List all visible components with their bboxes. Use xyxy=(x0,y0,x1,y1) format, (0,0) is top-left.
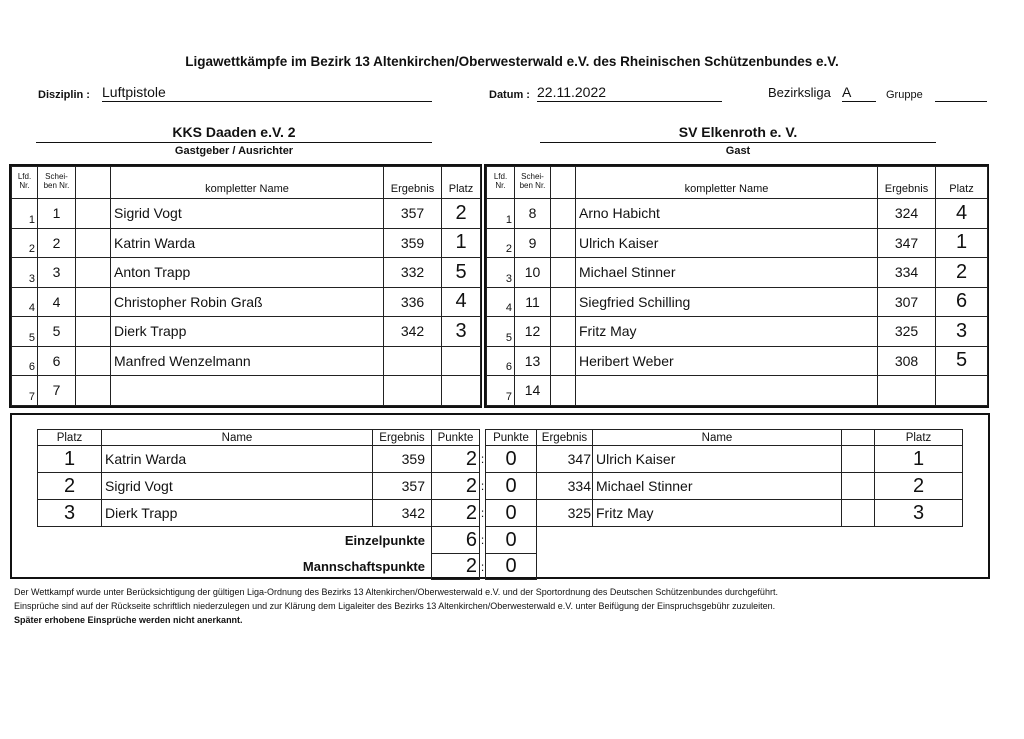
platz-cell[interactable]: 4 xyxy=(442,287,481,317)
blank-cell xyxy=(551,317,576,347)
table-row xyxy=(12,199,481,229)
name-cell[interactable]: Fritz May xyxy=(576,317,878,347)
ergebnis-header: Ergebnis xyxy=(384,167,442,199)
gruppe-field[interactable] xyxy=(935,84,987,102)
ergebnis-cell[interactable] xyxy=(384,346,442,376)
lfd-cell: 3 xyxy=(12,258,38,288)
home-punkte-cell[interactable]: 2 xyxy=(432,446,480,473)
score-separator: : xyxy=(480,506,485,520)
scheibe-cell: 1 xyxy=(38,199,76,229)
guest-name-cell[interactable]: Ulrich Kaiser xyxy=(593,446,842,473)
home-table-header xyxy=(12,167,481,199)
mannschaftspunkte-row xyxy=(38,554,963,580)
table-row xyxy=(487,258,988,288)
home-punkte-cell[interactable]: 2 xyxy=(432,473,480,500)
scheibe-cell: 11 xyxy=(515,287,551,317)
name-cell[interactable]: Manfred Wenzelmann xyxy=(111,346,384,376)
home-name-cell[interactable]: Sigrid Vogt xyxy=(102,473,373,500)
scheibe-cell: 14 xyxy=(515,376,551,406)
score-separator: : xyxy=(480,479,485,493)
lfd-cell: 2 xyxy=(487,228,515,258)
scheibe-header: Schei- ben Nr. xyxy=(515,167,551,199)
home-ergebnis-cell[interactable]: 359 xyxy=(373,446,432,473)
guest-platz-cell[interactable]: 2 xyxy=(875,473,963,500)
lfd-cell: 5 xyxy=(487,317,515,347)
name-cell[interactable]: Sigrid Vogt xyxy=(111,199,384,229)
ergebnis-cell[interactable]: 336 xyxy=(384,287,442,317)
guest-ergebnis-cell[interactable]: 334 xyxy=(537,473,593,500)
summary-name-header: Name xyxy=(593,430,842,446)
blank-header xyxy=(76,167,111,199)
blank-cell xyxy=(842,500,875,527)
table-row xyxy=(487,228,988,258)
name-cell[interactable]: Siegfried Schilling xyxy=(576,287,878,317)
name-cell[interactable]: Dierk Trapp xyxy=(111,317,384,347)
table-row xyxy=(12,287,481,317)
lfd-cell: 4 xyxy=(12,287,38,317)
footer-notes xyxy=(14,585,1014,627)
guest-ergebnis-cell[interactable]: 325 xyxy=(537,500,593,527)
disziplin-value: Luftpistole xyxy=(102,84,166,100)
table-row xyxy=(487,199,988,229)
name-cell[interactable]: Anton Trapp xyxy=(111,258,384,288)
summary-row xyxy=(38,473,963,500)
blank-cell xyxy=(551,346,576,376)
blank-cell xyxy=(551,287,576,317)
guest-team-name: SV Elkenroth e. V. xyxy=(678,124,798,140)
scheibe-cell: 4 xyxy=(38,287,76,317)
disziplin-label: Disziplin : xyxy=(38,89,90,101)
platz-header: Platz xyxy=(442,167,481,199)
lfd-cell: 4 xyxy=(487,287,515,317)
guest-platz-cell[interactable]: 1 xyxy=(875,446,963,473)
table-row xyxy=(12,346,481,376)
summary-row xyxy=(38,500,963,527)
scheibe-cell: 13 xyxy=(515,346,551,376)
name-cell[interactable] xyxy=(111,376,384,406)
lfd-header: Lfd. Nr. xyxy=(12,167,38,199)
platz-cell[interactable]: 3 xyxy=(936,317,988,347)
guest-punkte-cell[interactable]: 0 xyxy=(486,473,537,500)
guest-punkte-cell[interactable]: 0 xyxy=(486,446,537,473)
platz-cell[interactable] xyxy=(442,346,481,376)
blank-header xyxy=(551,167,576,199)
home-name-cell[interactable]: Dierk Trapp xyxy=(102,500,373,527)
guest-team-role: Gast xyxy=(725,145,751,157)
home-punkte-cell[interactable]: 2 xyxy=(432,500,480,527)
summary-header xyxy=(38,430,963,446)
ergebnis-cell[interactable]: 357 xyxy=(384,199,442,229)
summary-blank-header xyxy=(842,430,875,446)
footer-line-3: Später erhobene Einsprüche werden nicht anerkannt. xyxy=(14,615,243,625)
lfd-cell: 1 xyxy=(487,199,515,229)
table-row xyxy=(12,258,481,288)
platz-cell[interactable] xyxy=(442,376,481,406)
table-row xyxy=(487,376,988,406)
score-separator: : xyxy=(480,533,485,547)
footer-line-2: Einsprüche sind auf der Rückseite schriftlich niederzulegen und zur Klärung dem Ligaleiter des Bezirks 13 Altenkirchen/Oberwesterwald e.V. unter Beifügung der Einspruchsgebühr zuzuleiten. xyxy=(14,601,776,611)
table-row xyxy=(487,317,988,347)
home-platz-cell[interactable]: 2 xyxy=(38,473,102,500)
platz-cell[interactable]: 4 xyxy=(936,199,988,229)
datum-label: Datum : xyxy=(489,89,530,101)
blank-cell xyxy=(76,346,111,376)
table-row xyxy=(12,376,481,406)
score-separator: : xyxy=(480,559,485,574)
name-cell[interactable]: Ulrich Kaiser xyxy=(576,228,878,258)
guest-results-table xyxy=(484,164,989,408)
name-header: kompletter Name xyxy=(576,167,878,199)
name-cell[interactable]: Heribert Weber xyxy=(576,346,878,376)
ergebnis-cell[interactable]: 325 xyxy=(878,317,936,347)
summary-ergebnis-header: Ergebnis xyxy=(373,430,432,446)
footer-line-1: Der Wettkampf wurde unter Berücksichtigung der gültigen Liga-Ordnung des Bezirks 13 Altenkirchen/Oberwesterwald e.V. und der Sportordnung des Deutschen Schützenbundes durchgeführt. xyxy=(14,587,778,597)
mannschaftspunkte-label: Mannschaftspunkte xyxy=(302,559,425,574)
scheibe-cell: 3 xyxy=(38,258,76,288)
guest-name-cell[interactable]: Fritz May xyxy=(593,500,842,527)
lfd-header: Lfd. Nr. xyxy=(487,167,515,199)
home-team-divider xyxy=(36,142,432,143)
summary-punkte-header: Punkte xyxy=(486,430,537,446)
scheibe-cell: 7 xyxy=(38,376,76,406)
ergebnis-cell[interactable]: 334 xyxy=(878,258,936,288)
blank-cell xyxy=(76,199,111,229)
summary-platz-header: Platz xyxy=(875,430,963,446)
platz-cell[interactable]: 5 xyxy=(936,346,988,376)
summary-box xyxy=(10,413,990,579)
name-header: kompletter Name xyxy=(111,167,384,199)
ergebnis-cell[interactable] xyxy=(878,376,936,406)
scheibe-header: Schei- ben Nr. xyxy=(38,167,76,199)
guest-platz-cell[interactable]: 3 xyxy=(875,500,963,527)
scheibe-cell: 6 xyxy=(38,346,76,376)
scheibe-cell: 10 xyxy=(515,258,551,288)
summary-punkte-header: Punkte xyxy=(432,430,480,446)
blank-cell xyxy=(76,258,111,288)
einzelpunkte-guest[interactable]: 0 xyxy=(486,527,537,554)
ergebnis-cell[interactable] xyxy=(384,376,442,406)
scheibe-cell: 2 xyxy=(38,228,76,258)
scheibe-cell: 8 xyxy=(515,199,551,229)
platz-cell[interactable]: 1 xyxy=(442,228,481,258)
blank-cell xyxy=(842,473,875,500)
home-team-role: Gastgeber / Ausrichter xyxy=(174,145,294,157)
scheibe-cell: 9 xyxy=(515,228,551,258)
blank-cell xyxy=(551,376,576,406)
home-ergebnis-cell[interactable]: 357 xyxy=(373,473,432,500)
disziplin-field[interactable] xyxy=(102,84,432,102)
guest-ergebnis-cell[interactable]: 347 xyxy=(537,446,593,473)
blank-cell xyxy=(76,228,111,258)
guest-name-cell[interactable]: Michael Stinner xyxy=(593,473,842,500)
platz-cell[interactable]: 2 xyxy=(936,258,988,288)
name-cell[interactable] xyxy=(576,376,878,406)
datum-value: 22.11.2022 xyxy=(537,84,607,100)
lfd-cell: 6 xyxy=(487,346,515,376)
table-row xyxy=(487,287,988,317)
scheibe-cell: 12 xyxy=(515,317,551,347)
summary-row xyxy=(38,446,963,473)
lfd-cell: 1 xyxy=(12,199,38,229)
home-team-name: KKS Daaden e.V. 2 xyxy=(172,124,296,140)
lfd-cell: 6 xyxy=(12,346,38,376)
table-row xyxy=(487,346,988,376)
summary-ergebnis-header: Ergebnis xyxy=(537,430,593,446)
home-platz-cell[interactable]: 3 xyxy=(38,500,102,527)
scheibe-cell: 5 xyxy=(38,317,76,347)
platz-header: Platz xyxy=(936,167,988,199)
blank-cell xyxy=(76,317,111,347)
name-cell[interactable]: Christopher Robin Graß xyxy=(111,287,384,317)
blank-cell xyxy=(551,199,576,229)
home-results-table xyxy=(9,164,482,408)
lfd-cell: 3 xyxy=(487,258,515,288)
blank-cell xyxy=(76,376,111,406)
platz-cell[interactable]: 6 xyxy=(936,287,988,317)
guest-table-header xyxy=(487,167,988,199)
lfd-cell: 7 xyxy=(487,376,515,406)
home-ergebnis-cell[interactable]: 342 xyxy=(373,500,432,527)
name-cell[interactable]: Arno Habicht xyxy=(576,199,878,229)
mannschaftspunkte-guest[interactable]: 0 xyxy=(486,554,537,580)
platz-cell[interactable]: 5 xyxy=(442,258,481,288)
blank-cell xyxy=(842,446,875,473)
score-separator: : xyxy=(480,452,485,466)
summary-name-header: Name xyxy=(102,430,373,446)
platz-cell[interactable]: 1 xyxy=(936,228,988,258)
ergebnis-header: Ergebnis xyxy=(878,167,936,199)
platz-cell[interactable] xyxy=(936,376,988,406)
table-row xyxy=(12,228,481,258)
liga-field[interactable] xyxy=(842,84,876,102)
gruppe-label: Gruppe xyxy=(886,89,923,101)
einzelpunkte-label: Einzelpunkte xyxy=(344,532,425,548)
ergebnis-cell[interactable]: 307 xyxy=(878,287,936,317)
summary-table xyxy=(37,429,963,580)
ergebnis-cell[interactable]: 359 xyxy=(384,228,442,258)
einzelpunkte-row xyxy=(38,527,963,554)
ergebnis-cell[interactable]: 347 xyxy=(878,228,936,258)
ergebnis-cell[interactable]: 332 xyxy=(384,258,442,288)
liga-value: A xyxy=(842,84,852,100)
form-title: Ligawettkämpfe im Bezirk 13 Altenkirchen/Oberwesterwald e.V. des Rheinischen Schützenbundes e.V. xyxy=(185,54,839,69)
mannschaftspunkte-home[interactable]: 2 xyxy=(432,554,480,580)
platz-cell[interactable]: 2 xyxy=(442,199,481,229)
name-cell[interactable]: Michael Stinner xyxy=(576,258,878,288)
blank-cell xyxy=(76,287,111,317)
ergebnis-cell[interactable]: 342 xyxy=(384,317,442,347)
table-row xyxy=(12,317,481,347)
einzelpunkte-home[interactable]: 6 xyxy=(432,527,480,554)
blank-cell xyxy=(551,228,576,258)
datum-field[interactable] xyxy=(537,84,722,102)
home-platz-cell[interactable]: 1 xyxy=(38,446,102,473)
guest-punkte-cell[interactable]: 0 xyxy=(486,500,537,527)
guest-team-divider xyxy=(540,142,936,143)
liga-label: Bezirksliga xyxy=(768,85,831,100)
platz-cell[interactable]: 3 xyxy=(442,317,481,347)
home-name-cell[interactable]: Katrin Warda xyxy=(102,446,373,473)
name-cell[interactable]: Katrin Warda xyxy=(111,228,384,258)
ergebnis-cell[interactable]: 324 xyxy=(878,199,936,229)
summary-platz-header: Platz xyxy=(38,430,102,446)
lfd-cell: 5 xyxy=(12,317,38,347)
ergebnis-cell[interactable]: 308 xyxy=(878,346,936,376)
lfd-cell: 2 xyxy=(12,228,38,258)
blank-cell xyxy=(551,258,576,288)
lfd-cell: 7 xyxy=(12,376,38,406)
